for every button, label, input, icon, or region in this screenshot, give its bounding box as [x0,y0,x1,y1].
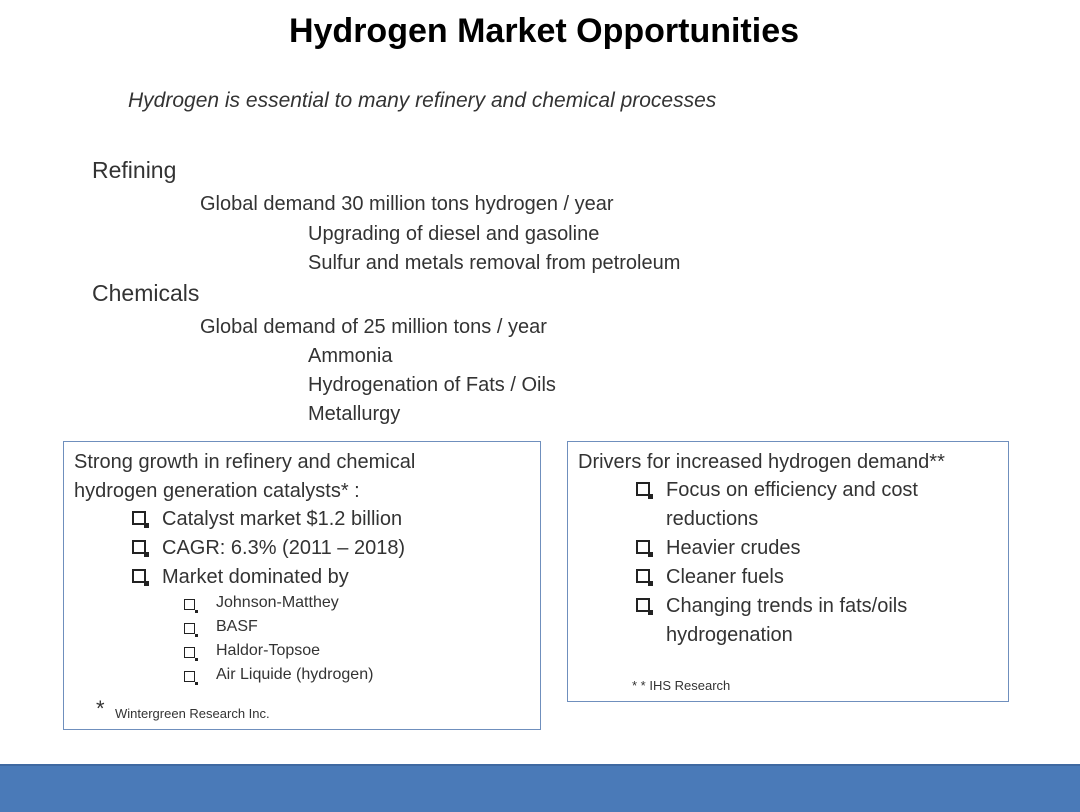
catalyst-growth-box [63,441,541,730]
bullet-text: Heavier crudes [666,537,801,559]
bullet-text: CAGR: 6.3% (2011 – 2018) [162,537,406,559]
bullet-text: Cleaner fuels [666,566,784,588]
box-intro-line: hydrogen generation catalysts* : [74,480,360,502]
chemicals-line: Global demand of 25 million tons / year [200,316,547,338]
box-intro-line: Strong growth in refinery and chemical [74,451,416,473]
bullet-text: Focus on efficiency and cost [666,479,918,501]
sub-bullet-text: Johnson-Matthey [216,594,339,611]
bullet-text: reductions [666,508,759,530]
section-heading-refining: Refining [92,157,177,183]
sub-bullet-text: Haldor-Topsoe [216,642,321,659]
checkbox-square-icon [184,599,195,610]
footer-bar [0,764,1080,812]
bullet-text: hydrogenation [666,624,793,646]
sub-bullet-text: BASF [216,618,258,635]
bullet-text: Market dominated by [162,566,349,588]
bullet-text: Catalyst market $1.2 billion [162,508,403,530]
chemicals-line: Hydrogenation of Fats / Oils [308,374,556,396]
demand-drivers-box [567,441,1009,702]
refining-line: Global demand 30 million tons hydrogen / year [200,193,614,215]
footnote-mark: * [96,696,105,721]
checkbox-square-icon [132,569,146,583]
checkbox-square-icon [636,569,650,583]
refining-line: Upgrading of diesel and gasoline [308,223,600,245]
checkbox-square-icon [132,511,146,525]
checkbox-square-icon [184,671,195,682]
checkbox-square-icon [636,540,650,554]
bullet-text: Changing trends in fats/oils [666,595,908,617]
refining-line: Sulfur and metals removal from petroleum [308,252,681,274]
sub-bullet-text: Air Liquide (hydrogen) [216,666,374,683]
chemicals-line: Metallurgy [308,403,401,425]
checkbox-square-icon [636,482,650,496]
section-heading-chemicals: Chemicals [92,280,200,306]
box-intro-line: Drivers for increased hydrogen demand** [578,451,945,473]
checkbox-square-icon [184,647,195,658]
checkbox-square-icon [184,623,195,634]
slide-title: Hydrogen Market Opportunities [288,12,800,50]
chemicals-line: Ammonia [308,345,393,367]
footnote-source: Wintergreen Research Inc. [115,706,270,721]
footnote-source: * * IHS Research [632,678,731,693]
checkbox-square-icon [132,540,146,554]
slide-subtitle: Hydrogen is essential to many refinery and chemical processes [128,89,717,112]
checkbox-square-icon [636,598,650,612]
